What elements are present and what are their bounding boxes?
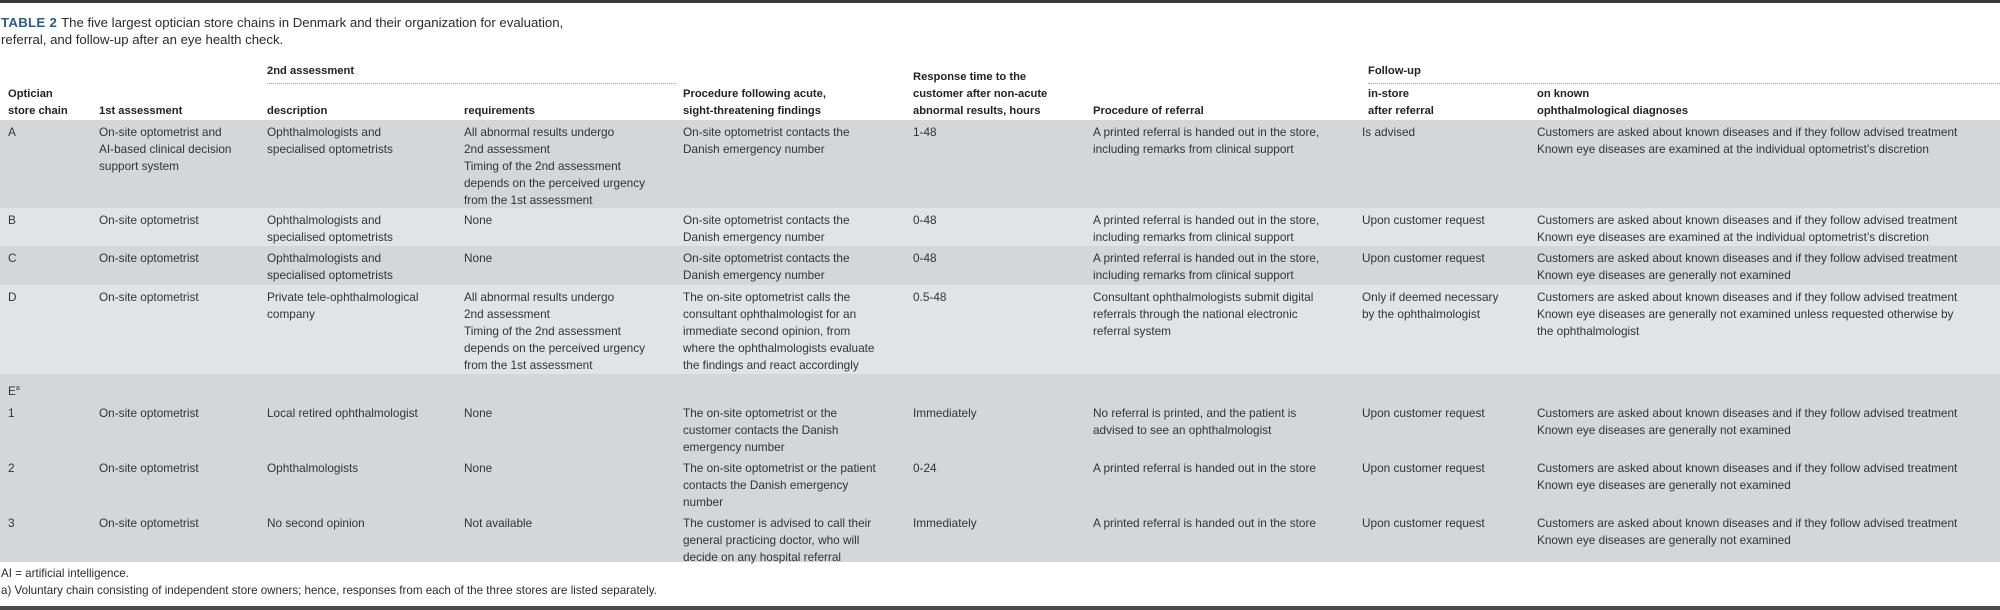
top-rule <box>0 0 2000 3</box>
cell-second-requirements: None <box>464 213 493 227</box>
cell-known-diagnoses: Customers are asked about known diseases and if they follow advised treatment Known eye diseases are generally not examined <box>1537 516 1958 547</box>
cell-known-diagnoses: Customers are asked about known diseases and if they follow advised treatment Known eye diseases are examined at the individual optometrist’s discretion <box>1537 125 1958 156</box>
cell-second-requirements: All abnormal results undergo 2nd assessment Timing of the 2nd assessment depends on the perceived urgency from the 1st assessment <box>464 125 646 207</box>
cell-first-assessment: On-site optometrist and AI-based clinical decision support system <box>99 125 232 173</box>
cell-instore-followup: Upon customer request <box>1362 406 1485 420</box>
col-header-second-description: description <box>267 105 328 117</box>
cell-instore-followup: Upon customer request <box>1362 213 1485 227</box>
cell-second-description: Ophthalmologists <box>267 461 359 475</box>
cell-second-requirements: None <box>464 251 493 265</box>
group-e-letter: E <box>8 384 16 398</box>
cell-second-requirements: Not available <box>464 516 533 530</box>
cell-acute-procedure: On-site optometrist contacts the Danish emergency number <box>683 213 850 244</box>
cell-referral: No referral is printed, and the patient is advised to see an ophthalmologist <box>1093 406 1297 437</box>
cell-first-assessment: On-site optometrist <box>99 516 199 530</box>
group-header-second-assessment: 2nd assessment <box>267 65 355 77</box>
footnote-a: a) Voluntary chain consisting of independent store owners; hence, responses from each of the three stores are listed separately. <box>1 584 657 597</box>
cell-second-description: No second opinion <box>267 516 365 530</box>
cell-response-time: 1-48 <box>913 125 937 139</box>
group-rule-second-assessment <box>267 83 676 84</box>
cell-known-diagnoses: Customers are asked about known diseases and if they follow advised treatment Known eye diseases are generally not examined unless requested otherwise by the ophthalmologist <box>1537 290 1958 338</box>
cell-known-diagnoses: Customers are asked about known diseases and if they follow advised treatment Known eye diseases are generally not examined <box>1537 251 1958 282</box>
cell-first-assessment: On-site optometrist <box>99 213 199 227</box>
cell-second-description: Private tele-ophthalmological company <box>267 290 419 321</box>
col-header-acute-procedure: Procedure following acute, sight-threatening findings <box>683 88 826 117</box>
cell-chain: 2 <box>8 461 15 475</box>
cell-chain: D <box>8 290 17 304</box>
cell-acute-procedure: On-site optometrist contacts the Danish emergency number <box>683 125 850 156</box>
footnote-abbreviation: AI = artificial intelligence. <box>1 567 129 580</box>
table-row-d <box>0 285 2000 374</box>
col-header-chain: Optician store chain <box>8 88 68 117</box>
cell-response-time: 0.5-48 <box>913 290 947 304</box>
cell-response-time: 0-24 <box>913 461 937 475</box>
cell-first-assessment: On-site optometrist <box>99 290 199 304</box>
cell-second-requirements: All abnormal results undergo 2nd assessment Timing of the 2nd assessment depends on the perceived urgency from the 1st assessment <box>464 290 646 372</box>
table-row-b <box>0 208 2000 246</box>
cell-second-requirements: None <box>464 406 493 420</box>
cell-first-assessment: On-site optometrist <box>99 251 199 265</box>
cell-instore-followup: Upon customer request <box>1362 516 1485 530</box>
cell-referral: A printed referral is handed out in the store, including remarks from clinical support <box>1093 251 1320 282</box>
cell-response-time: 0-48 <box>913 251 937 265</box>
cell-known-diagnoses: Customers are asked about known diseases and if they follow advised treatment Known eye diseases are examined at the individual optometrist’s discretion <box>1537 213 1958 244</box>
cell-referral: A printed referral is handed out in the store, including remarks from clinical support <box>1093 125 1320 156</box>
cell-response-time: Immediately <box>913 406 977 420</box>
cell-known-diagnoses: Customers are asked about known diseases and if they follow advised treatment Known eye diseases are generally not examined <box>1537 461 1958 492</box>
table-row-a <box>0 120 2000 208</box>
group-header-follow-up: Follow-up <box>1368 65 1421 77</box>
cell-acute-procedure: On-site optometrist contacts the Danish emergency number <box>683 251 850 282</box>
cell-chain: A <box>8 125 16 139</box>
footnote-marker: a <box>15 385 20 392</box>
col-header-instore-followup: in-store after referral <box>1368 88 1434 117</box>
cell-referral: A printed referral is handed out in the store, including remarks from clinical support <box>1093 213 1320 244</box>
cell-referral: Consultant ophthalmologists submit digital referrals through the national electronic referral system <box>1093 290 1314 338</box>
col-header-response-time: Response time to the customer after non-acute abnormal results, hours <box>913 71 1048 117</box>
cell-first-assessment: On-site optometrist <box>99 406 199 420</box>
table-row-c <box>0 246 2000 285</box>
cell-chain: 3 <box>8 516 15 530</box>
cell-acute-procedure: The on-site optometrist or the customer contacts the Danish emergency number <box>683 406 839 454</box>
table-caption <box>1 14 601 48</box>
cell-instore-followup: Upon customer request <box>1362 251 1485 265</box>
cell-referral: A printed referral is handed out in the store <box>1093 461 1316 475</box>
caption-text: The five largest optician store chains in Denmark and their organization for evaluation, referral, and follow-up after an eye health check. <box>1 15 564 47</box>
cell-instore-followup: Only if deemed necessary by the ophthalmologist <box>1362 290 1499 321</box>
cell-first-assessment: On-site optometrist <box>99 461 199 475</box>
group-e-label <box>8 380 20 400</box>
cell-response-time: Immediately <box>913 516 977 530</box>
cell-second-description: Ophthalmologists and specialised optometrists <box>267 125 393 156</box>
bottom-rule <box>0 606 2000 610</box>
col-header-known-diagnoses: on known ophthalmological diagnoses <box>1537 88 1689 117</box>
cell-chain: 1 <box>8 406 15 420</box>
cell-acute-procedure: The on-site optometrist or the patient contacts the Danish emergency number <box>683 461 876 509</box>
cell-chain: B <box>8 213 16 227</box>
cell-second-requirements: None <box>464 461 493 475</box>
cell-instore-followup: Upon customer request <box>1362 461 1485 475</box>
group-rule-follow-up <box>1368 83 2000 84</box>
cell-acute-procedure: The customer is advised to call their general practicing doctor, who will decide on any hospital referral <box>683 516 872 564</box>
col-header-referral: Procedure of referral <box>1093 105 1204 117</box>
cell-second-description: Ophthalmologists and specialised optometrists <box>267 251 393 282</box>
cell-chain: C <box>8 251 17 265</box>
col-header-first-assessment: 1st assessment <box>99 105 183 117</box>
cell-second-description: Ophthalmologists and specialised optometrists <box>267 213 393 244</box>
cell-response-time: 0-48 <box>913 213 937 227</box>
cell-second-description: Local retired ophthalmologist <box>267 406 418 420</box>
cell-instore-followup: Is advised <box>1362 125 1416 139</box>
cell-known-diagnoses: Customers are asked about known diseases and if they follow advised treatment Known eye diseases are generally not examined <box>1537 406 1958 437</box>
col-header-second-requirements: requirements <box>464 105 535 117</box>
cell-referral: A printed referral is handed out in the store <box>1093 516 1316 530</box>
table-group-e <box>0 374 2000 562</box>
table-label: TABLE 2 <box>1 15 58 30</box>
cell-acute-procedure: The on-site optometrist calls the consultant ophthalmologist for an immediate second opinion, from where the ophthalmologists evaluate the findings and react accordingly <box>683 290 875 372</box>
